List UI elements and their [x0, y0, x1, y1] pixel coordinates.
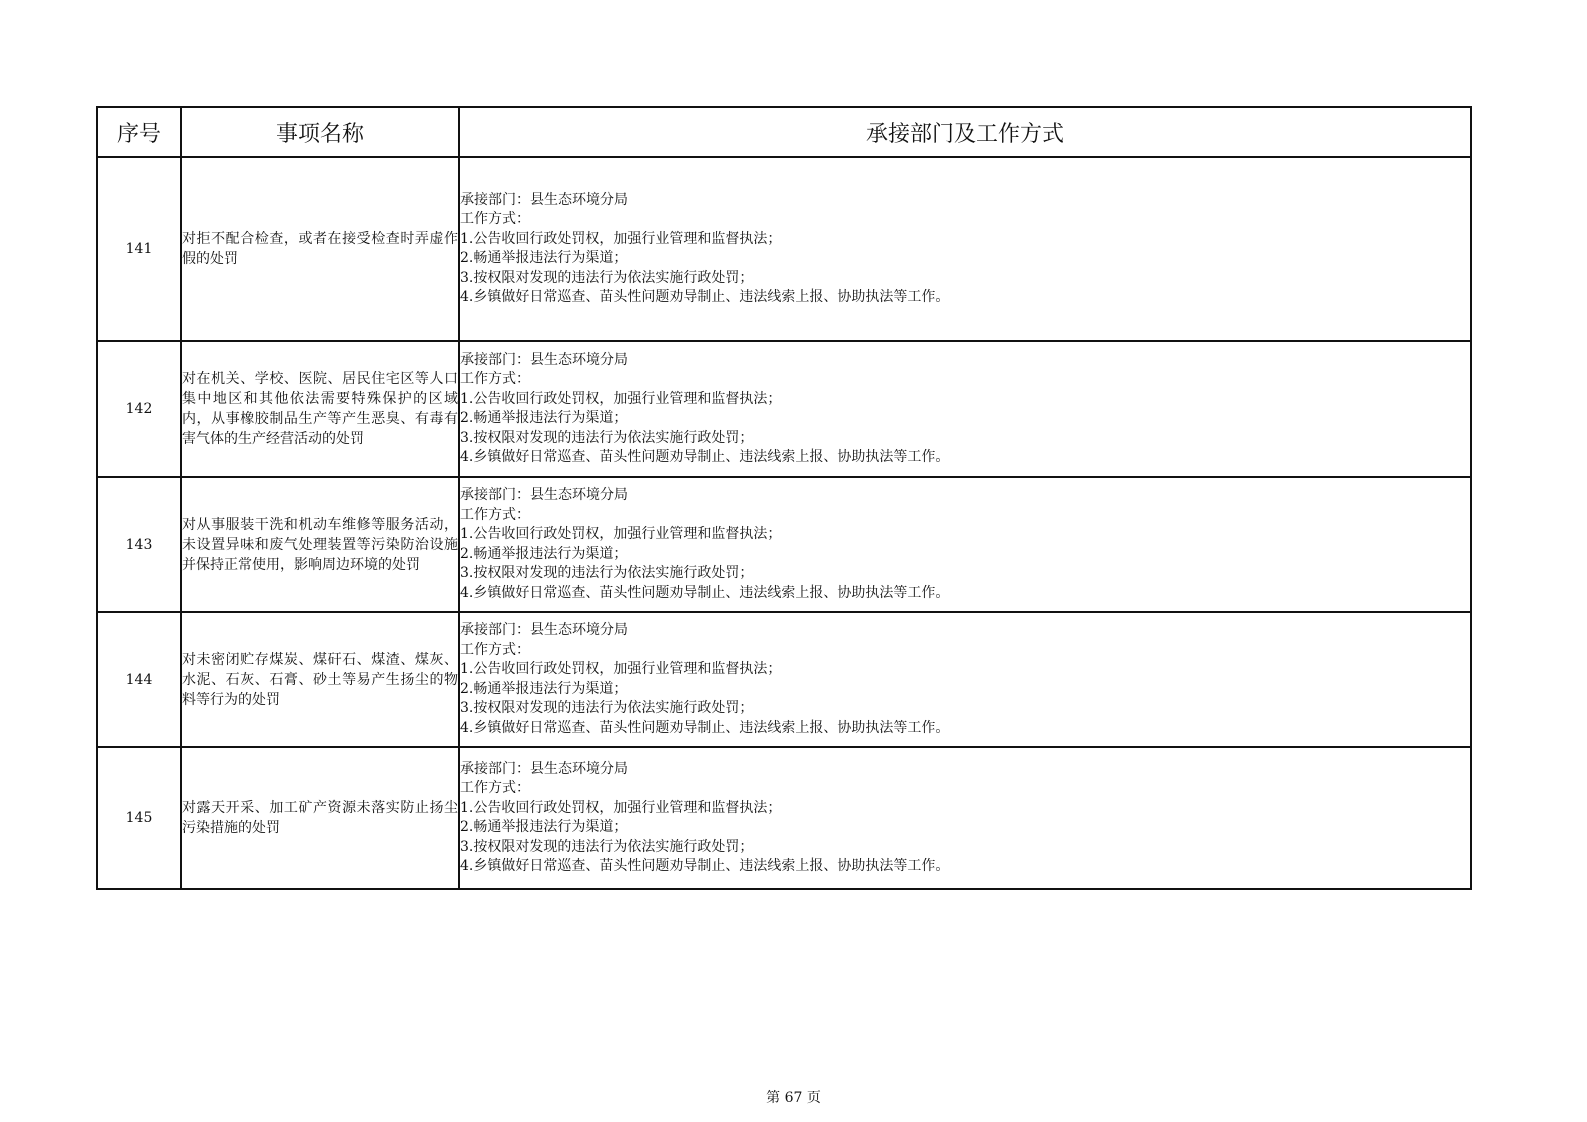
row-department-method	[459, 612, 1471, 747]
table-row	[97, 477, 1471, 612]
row-item-name: 对未密闭贮存煤炭、煤矸石、煤渣、煤灰、水泥、石灰、石膏、砂土等易产生扬尘的物料等行为的处罚	[181, 612, 459, 747]
method-label-line: 工作方式：	[460, 211, 530, 227]
row-item-name: 对在机关、学校、医院、居民住宅区等人口集中地区和其他依法需要特殊保护的区域内，从事橡胶制品生产等产生恶臭、有毒有害气体的生产经营活动的处罚	[181, 341, 459, 477]
table-row	[97, 747, 1471, 889]
method-line-2: 2.畅通举报违法行为渠道；	[460, 410, 628, 426]
row-department-method	[459, 157, 1471, 341]
table-header-row	[97, 107, 1471, 157]
row-serial-number: 145	[97, 747, 181, 889]
row-serial-number: 144	[97, 612, 181, 747]
row-item-name: 对露天开采、加工矿产资源未落实防止扬尘污染措施的处罚	[181, 747, 459, 889]
method-line-1: 1.公告收回行政处罚权，加强行业管理和监督执法；	[460, 661, 782, 677]
row-item-name: 对拒不配合检查，或者在接受检查时弄虚作假的处罚	[181, 157, 459, 341]
row-department-method	[459, 747, 1471, 889]
department-line: 承接部门：县生态环境分局	[460, 487, 628, 503]
header-item-name: 事项名称	[181, 107, 459, 157]
method-line-3: 3.按权限对发现的违法行为依法实施行政处罚；	[460, 269, 754, 286]
department-line: 承接部门：县生态环境分局	[460, 760, 628, 777]
department-line: 承接部门：县生态环境分局	[460, 351, 628, 368]
table-row	[97, 157, 1471, 341]
method-line-4: 4.乡镇做好日常巡查、苗头性问题劝导制止、违法线索上报、协助执法等工作。	[460, 289, 950, 305]
method-line-3: 3.按权限对发现的违法行为依法实施行政处罚；	[460, 700, 754, 716]
method-line-4: 4.乡镇做好日常巡查、苗头性问题劝导制止、违法线索上报、协助执法等工作。	[460, 584, 950, 601]
method-label-line: 工作方式：	[460, 641, 530, 658]
method-line-1: 1.公告收回行政处罚权，加强行业管理和监督执法；	[460, 390, 782, 407]
method-line-4: 4.乡镇做好日常巡查、苗头性问题劝导制止、违法线索上报、协助执法等工作。	[460, 449, 950, 465]
row-item-name: 对从事服装干洗和机动车维修等服务活动，未设置异味和废气处理装置等污染防治设施并保持正常使用，影响周边环境的处罚	[181, 477, 459, 612]
table-row	[97, 612, 1471, 747]
method-line-1: 1.公告收回行政处罚权，加强行业管理和监督执法；	[460, 230, 782, 247]
method-line-3: 3.按权限对发现的违法行为依法实施行政处罚；	[460, 565, 754, 581]
method-line-4: 4.乡镇做好日常巡查、苗头性问题劝导制止、违法线索上报、协助执法等工作。	[460, 719, 950, 736]
method-line-3: 3.按权限对发现的违法行为依法实施行政处罚；	[460, 429, 754, 446]
page-number: 第 67 页	[766, 1090, 821, 1106]
method-line-3: 3.按权限对发现的违法行为依法实施行政处罚；	[460, 838, 754, 855]
row-serial-number: 142	[97, 341, 181, 477]
method-line-2: 2.畅通举报违法行为渠道；	[460, 250, 628, 266]
method-line-2: 2.畅通举报违法行为渠道；	[460, 545, 628, 562]
method-line-1: 1.公告收回行政处罚权，加强行业管理和监督执法；	[460, 526, 782, 542]
items-table	[96, 106, 1472, 890]
department-line: 承接部门：县生态环境分局	[460, 622, 628, 638]
row-serial-number: 143	[97, 477, 181, 612]
table-row	[97, 341, 1471, 477]
header-department-and-method: 承接部门及工作方式	[459, 107, 1471, 157]
row-department-method	[459, 477, 1471, 612]
row-department-method	[459, 341, 1471, 477]
department-line: 承接部门：县生态环境分局	[460, 191, 628, 208]
method-label-line: 工作方式：	[460, 371, 530, 387]
method-label-line: 工作方式：	[460, 506, 530, 523]
row-serial-number: 141	[97, 157, 181, 341]
header-serial-number: 序号	[97, 107, 181, 157]
method-line-4: 4.乡镇做好日常巡查、苗头性问题劝导制止、违法线索上报、协助执法等工作。	[460, 858, 950, 874]
method-line-2: 2.畅通举报违法行为渠道；	[460, 819, 628, 835]
method-label-line: 工作方式：	[460, 780, 530, 796]
method-line-1: 1.公告收回行政处罚权，加强行业管理和监督执法；	[460, 799, 782, 816]
method-line-2: 2.畅通举报违法行为渠道；	[460, 680, 628, 697]
